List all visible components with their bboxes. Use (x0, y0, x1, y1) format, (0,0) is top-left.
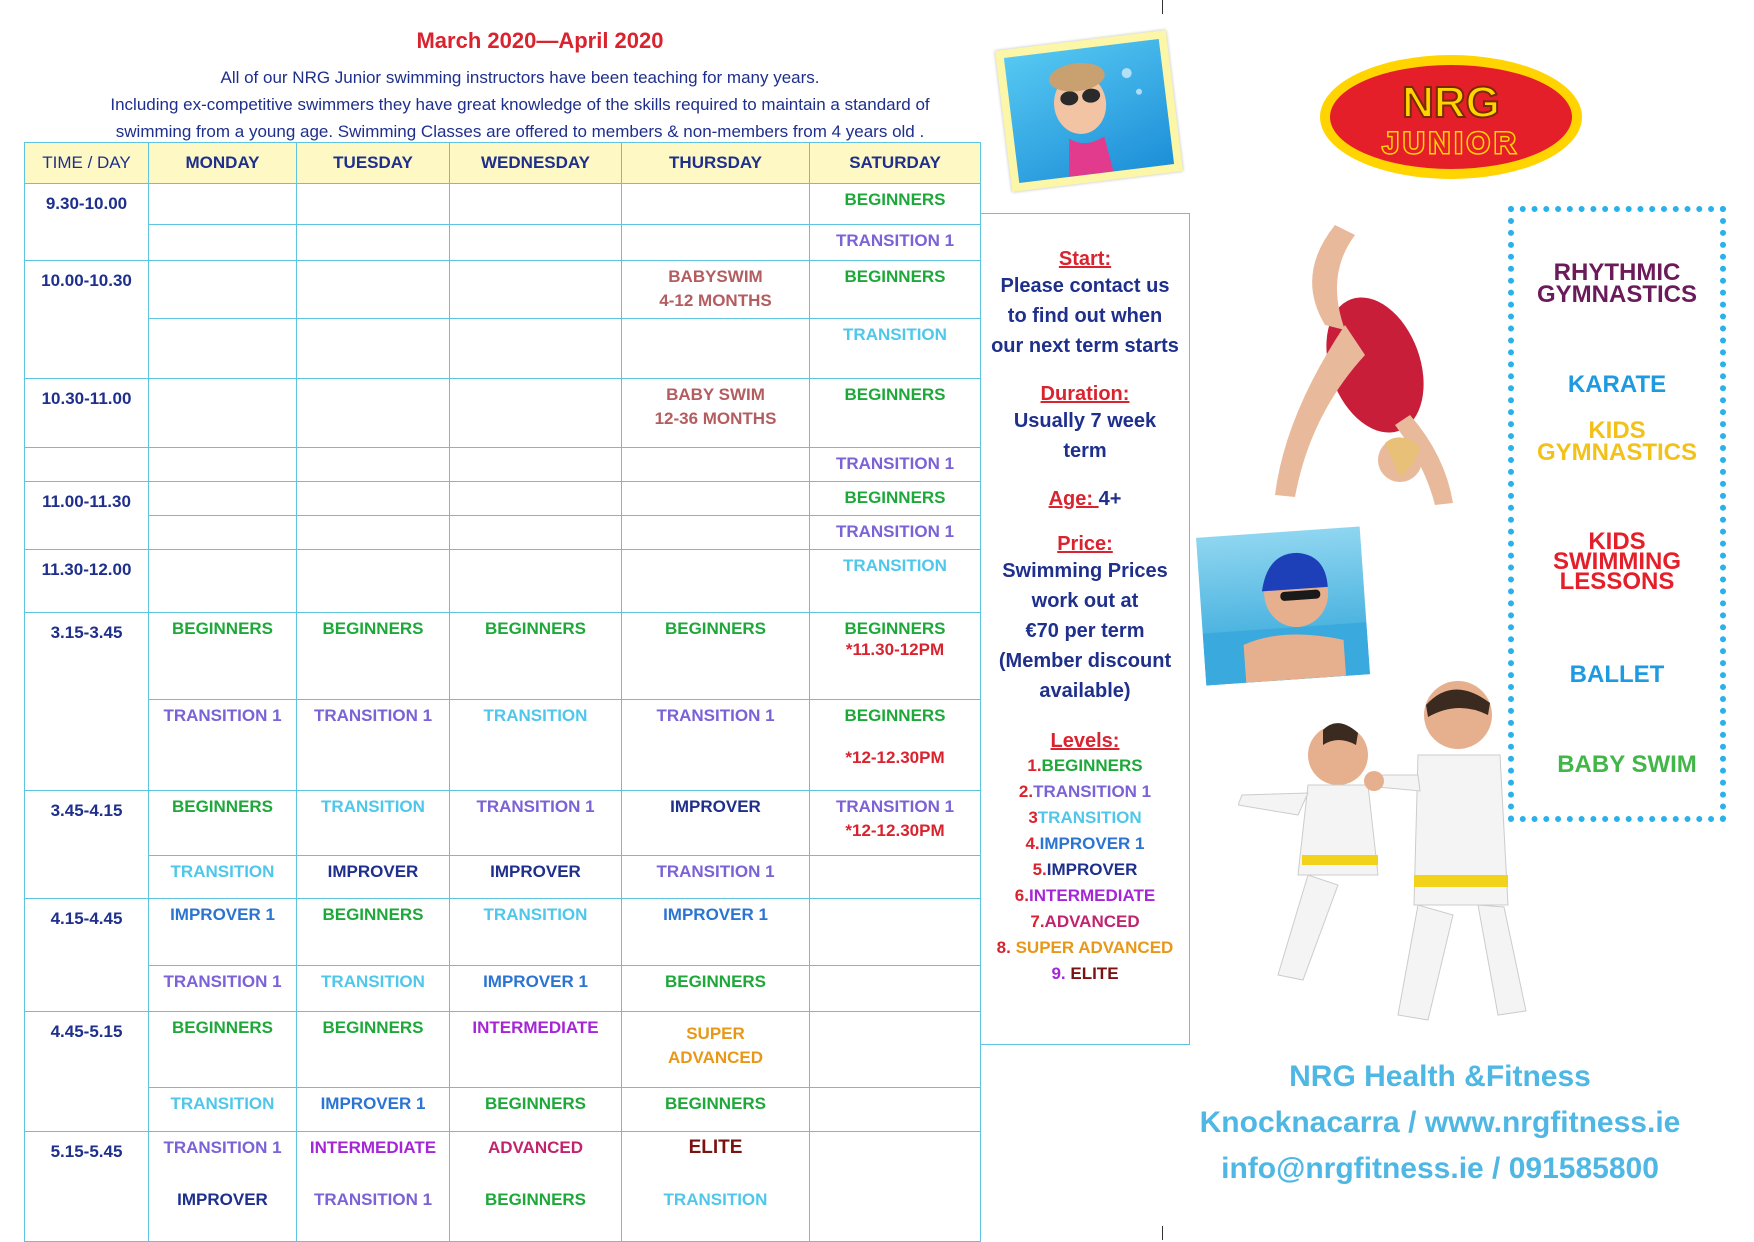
class-name: TRANSITION (663, 1190, 768, 1209)
class-time-note: *12-12.30PM (845, 748, 945, 767)
level-item: 5.IMPROVER (1032, 860, 1138, 879)
class-name: INTERMEDIATE (309, 1138, 437, 1157)
table-cell (450, 448, 622, 482)
class-cell: BEGINNERS (810, 482, 981, 516)
class-cell: BEGINNERS (622, 613, 810, 700)
table-row (25, 1132, 981, 1242)
table-cell (450, 482, 622, 516)
class-age: 12-36 MONTHS (654, 409, 777, 428)
cut-mark (1162, 0, 1163, 14)
class-cell: IMPROVER (297, 856, 450, 899)
table-row (25, 856, 981, 899)
table-row (25, 899, 981, 966)
table-cell (450, 225, 622, 261)
table-cell (810, 1012, 981, 1088)
table-row (25, 1012, 981, 1088)
logo-line1: NRG (1402, 78, 1500, 127)
table-row (25, 966, 981, 1012)
time-slot: 3.45-4.15 (25, 791, 149, 899)
table-cell (810, 1088, 981, 1132)
class-cell: TRANSITION 1 (450, 791, 622, 856)
class-name: BEGINNERS (844, 619, 946, 638)
header-monday: MONDAY (149, 143, 297, 184)
time-slot: 10.30-11.00 (25, 379, 149, 448)
level-item: 6.INTERMEDIATE (1014, 886, 1156, 905)
class-cell: IMPROVER (450, 856, 622, 899)
class-cell: IMPROVER 1 (622, 899, 810, 966)
table-row (25, 448, 981, 482)
class-cell (297, 1132, 450, 1242)
class-cell: TRANSITION 1 (622, 856, 810, 899)
class-cell: TRANSITION (450, 700, 622, 791)
table-cell (297, 448, 450, 482)
duration-label: Duration: (1040, 383, 1130, 405)
table-row (25, 613, 981, 700)
table-cell (810, 1132, 981, 1242)
class-time-note: *12-12.30PM (845, 821, 945, 840)
table-cell (297, 184, 450, 225)
class-name: BEGINNERS (844, 706, 946, 725)
header-time-day: TIME / DAY (25, 143, 149, 184)
time-slot: 3.15-3.45 (25, 613, 149, 791)
start-line: Please contact us (1000, 275, 1170, 297)
table-cell (297, 225, 450, 261)
class-cell: TRANSITION (297, 966, 450, 1012)
class-name: BABY SWIM (666, 385, 765, 404)
table-cell (622, 319, 810, 379)
level-item: 3TRANSITION (1028, 808, 1142, 827)
table-row (25, 379, 981, 448)
age-value: 4+ (1098, 488, 1122, 510)
class-cell: TRANSITION (810, 319, 981, 379)
start-label: Start: (1058, 248, 1112, 270)
class-cell: BEGINNERS (149, 791, 297, 856)
time-slot: 4.45-5.15 (25, 1012, 149, 1132)
class-name: TRANSITION 1 (835, 797, 955, 816)
cut-mark (1162, 1226, 1163, 1240)
price-line: (Member discount (998, 650, 1172, 672)
table-row (25, 550, 981, 613)
table-cell (297, 516, 450, 550)
start-text (981, 271, 1189, 361)
class-cell: IMPROVER 1 (297, 1088, 450, 1132)
table-cell (149, 516, 297, 550)
class-cell: IMPROVER (622, 791, 810, 856)
class-time-note: *11.30-12PM (845, 640, 945, 659)
table-cell (297, 261, 450, 319)
table-cell (450, 379, 622, 448)
swimmer-cap-illustration (1196, 526, 1370, 685)
class-cell (622, 379, 810, 448)
table-cell (450, 319, 622, 379)
table-cell (149, 448, 297, 482)
table-cell (450, 550, 622, 613)
class-cell: BEGINNERS (149, 1012, 297, 1088)
price-label: Price: (1057, 533, 1113, 555)
logo-text (1330, 65, 1572, 169)
price-line: work out at (1031, 590, 1139, 612)
table-row (25, 225, 981, 261)
activity-kids-gymnastics: KIDS GYMNASTICS (1536, 417, 1697, 466)
table-cell (622, 482, 810, 516)
table-cell (25, 448, 149, 482)
start-line: to find out when (1007, 305, 1163, 327)
table-cell (149, 184, 297, 225)
class-cell (149, 1132, 297, 1242)
level-item: 1.BEGINNERS (1027, 756, 1143, 775)
intro-line: Including ex-competitive swimmers they have great knowledge of the skills required to maintain a standard of (110, 95, 930, 114)
table-row (25, 184, 981, 225)
class-cell: BEGINNERS (297, 1012, 450, 1088)
age-row (981, 488, 1189, 511)
class-cell (622, 1132, 810, 1242)
duration-line: Usually 7 week (1013, 410, 1157, 432)
gymnast-photo (1225, 215, 1485, 515)
class-cell: INTERMEDIATE (450, 1012, 622, 1088)
table-cell (450, 516, 622, 550)
info-box (980, 213, 1190, 1045)
table-row (25, 791, 981, 856)
time-slot: 5.15-5.45 (25, 1132, 149, 1242)
class-cell (622, 261, 810, 319)
class-cell: IMPROVER 1 (149, 899, 297, 966)
table-cell (149, 225, 297, 261)
table-row (25, 482, 981, 516)
header-tuesday: TUESDAY (297, 143, 450, 184)
class-name: BABYSWIM (668, 267, 763, 286)
header-thursday: THURSDAY (622, 143, 810, 184)
table-row (25, 1088, 981, 1132)
duration-line: term (1063, 440, 1107, 462)
levels-list (981, 753, 1189, 987)
level-item: 4.IMPROVER 1 (1025, 834, 1145, 853)
class-name: ADVANCED (487, 1138, 584, 1157)
start-line: our next term starts (991, 335, 1179, 357)
class-cell: TRANSITION 1 (622, 700, 810, 791)
karate-kids-photo (1238, 675, 1548, 1035)
class-cell: BEGINNERS (810, 379, 981, 448)
table-cell (149, 379, 297, 448)
table-cell (622, 184, 810, 225)
activity-karate: KARATE (1567, 371, 1667, 398)
class-cell: TRANSITION 1 (810, 448, 981, 482)
table-row (25, 261, 981, 319)
header-saturday: SATURDAY (810, 143, 981, 184)
class-cell: TRANSITION 1 (149, 700, 297, 791)
table-cell (149, 550, 297, 613)
swimmer-cap-photo (1196, 526, 1370, 685)
table-cell (297, 379, 450, 448)
class-cell: BEGINNERS (622, 966, 810, 1012)
table-cell (297, 319, 450, 379)
level-item: 9. ELITE (1051, 964, 1119, 983)
intro-text (40, 64, 1000, 145)
class-cell: TRANSITION 1 (149, 966, 297, 1012)
header-row (25, 143, 981, 184)
class-name: BEGINNERS (484, 1190, 587, 1209)
class-cell (810, 700, 981, 791)
table-cell (149, 261, 297, 319)
class-cell: TRANSITION 1 (297, 700, 450, 791)
table-row (25, 516, 981, 550)
contact-location-web: Knocknacarra / www.nrgfitness.ie (1199, 1106, 1681, 1139)
class-cell: IMPROVER 1 (450, 966, 622, 1012)
table-cell (149, 319, 297, 379)
class-cell: TRANSITION 1 (810, 225, 981, 261)
table-cell (149, 482, 297, 516)
table-cell (810, 856, 981, 899)
time-slot: 4.15-4.45 (25, 899, 149, 1012)
age-label: Age: (1048, 488, 1099, 510)
table-cell (622, 550, 810, 613)
time-slot: 9.30-10.00 (25, 184, 149, 261)
class-age: 4-12 MONTHS (659, 291, 772, 310)
class-cell: BEGINNERS (810, 261, 981, 319)
class-cell: TRANSITION (149, 1088, 297, 1132)
table-cell (450, 184, 622, 225)
time-slot: 10.00-10.30 (25, 261, 149, 379)
activity-rhythmic-gymnastics: RHYTHMIC GYMNASTICS (1536, 259, 1697, 308)
class-name: TRANSITION 1 (163, 1138, 282, 1157)
nrg-junior-logo (1320, 55, 1582, 179)
activity-kids-swimming: KIDS SWIMMING LESSONS (1553, 528, 1681, 595)
logo-line2: JUNIOR (1382, 127, 1520, 160)
table-cell (622, 448, 810, 482)
duration-text (981, 406, 1189, 466)
table-cell (622, 225, 810, 261)
levels-label: Levels: (1050, 730, 1120, 752)
level-item: 8. SUPER ADVANCED (996, 938, 1174, 957)
class-cell: BEGINNERS (810, 184, 981, 225)
price-text (981, 556, 1189, 706)
table-cell (297, 550, 450, 613)
swimming-child-photo (995, 30, 1183, 192)
class-cell (810, 613, 981, 700)
class-name: TRANSITION 1 (313, 1190, 433, 1209)
activity-ballet: BALLET (1569, 661, 1665, 688)
price-line: Swimming Prices (1002, 560, 1168, 582)
logo-ring (1330, 65, 1572, 169)
class-cell: BEGINNERS (622, 1088, 810, 1132)
class-cell: TRANSITION (149, 856, 297, 899)
price-line: available) (1039, 680, 1131, 702)
class-cell: BEGINNERS (297, 613, 450, 700)
table-cell (297, 482, 450, 516)
class-name: ADVANCED (667, 1048, 764, 1067)
table-cell (622, 516, 810, 550)
contact-name: NRG Health &Fitness (1289, 1060, 1591, 1093)
class-cell: TRANSITION (810, 550, 981, 613)
price-line: €70 per term (1025, 620, 1145, 642)
table-cell (810, 899, 981, 966)
activity-baby-swim: BABY SWIM (1557, 751, 1697, 778)
intro-line: All of our NRG Junior swimming instructors have been teaching for many years. (220, 68, 820, 87)
time-slot: 11.00-11.30 (25, 482, 149, 550)
class-cell (622, 1012, 810, 1088)
table-row (25, 319, 981, 379)
level-item: 7.ADVANCED (1030, 912, 1140, 931)
level-item: 2.TRANSITION 1 (1018, 782, 1152, 801)
contact-email-phone: info@nrgfitness.ie / 091585800 (1221, 1152, 1659, 1185)
class-cell: TRANSITION 1 (810, 516, 981, 550)
class-cell: TRANSITION (297, 791, 450, 856)
class-cell: BEGINNERS (450, 1088, 622, 1132)
intro-line: swimming from a young age. Swimming Classes are offered to members & non-members from 4 years old . (115, 122, 925, 141)
swimmer-illustration (1004, 39, 1174, 183)
time-slot: 11.30-12.00 (25, 550, 149, 613)
table-cell (810, 966, 981, 1012)
table-row (25, 700, 981, 791)
timetable (24, 142, 981, 1242)
class-name: ELITE (688, 1137, 743, 1158)
class-name: IMPROVER (177, 1190, 268, 1209)
schedule-title: March 2020—April 2020 (416, 28, 664, 53)
class-cell (450, 1132, 622, 1242)
table-cell (450, 261, 622, 319)
class-cell: BEGINNERS (149, 613, 297, 700)
class-cell: TRANSITION (450, 899, 622, 966)
header-wednesday: WEDNESDAY (450, 143, 622, 184)
class-name: SUPER (686, 1024, 745, 1043)
class-cell: BEGINNERS (450, 613, 622, 700)
class-cell (810, 791, 981, 856)
class-cell: BEGINNERS (297, 899, 450, 966)
